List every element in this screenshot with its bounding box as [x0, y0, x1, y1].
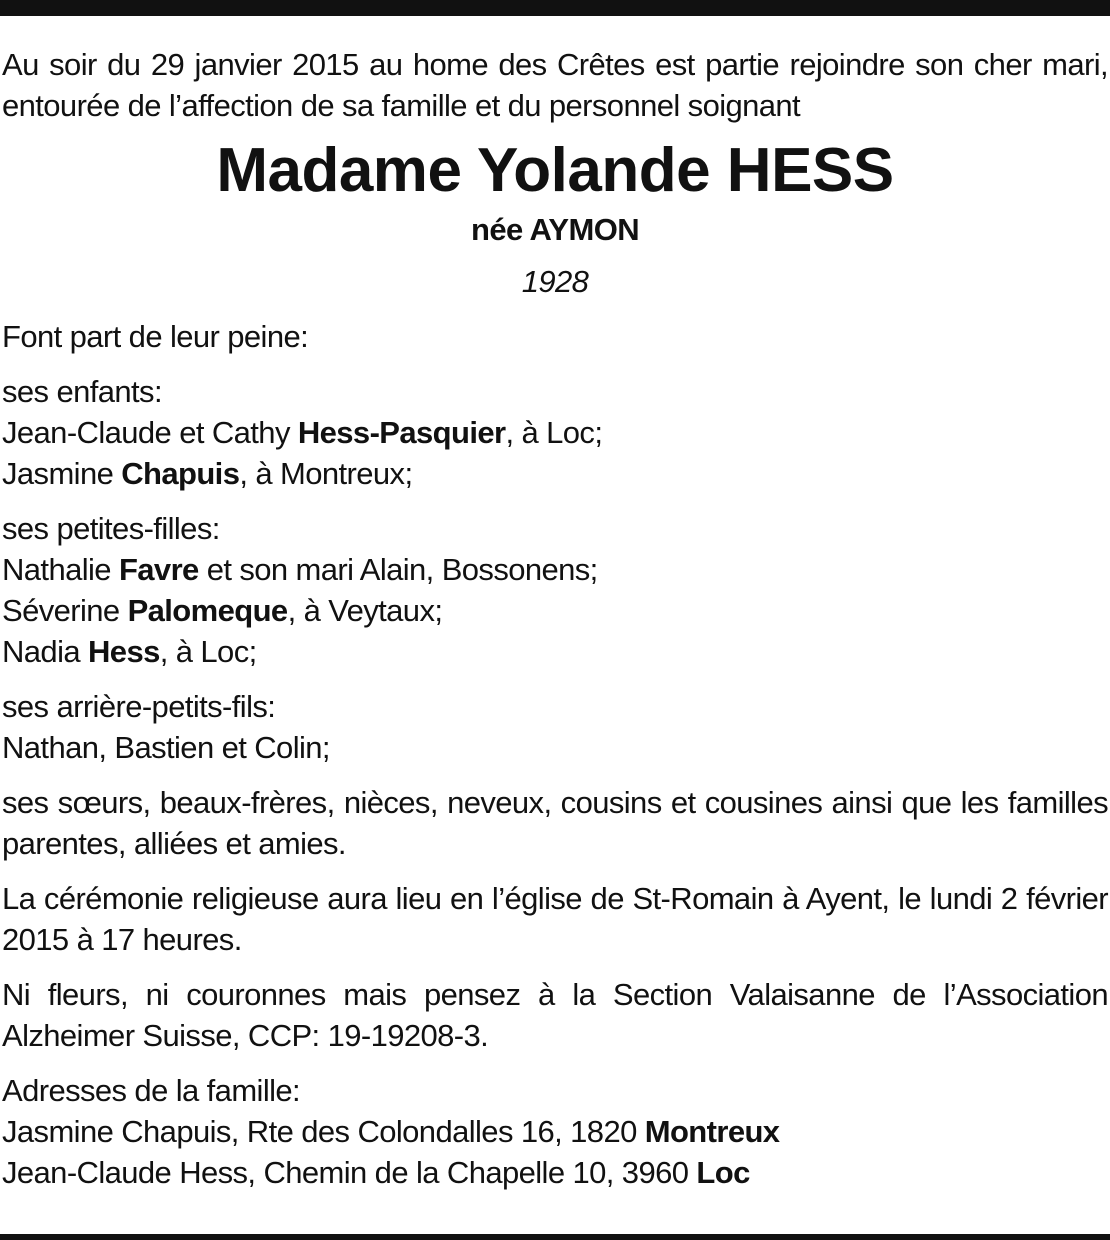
addresses-block: [2, 1070, 1108, 1193]
donation-text: Ni fleurs, ni couronnes mais pensez à la Section Valaisanne de l’Association Alzheimer Suisse, CCP: 19-19208-3.: [2, 977, 1108, 1053]
address-line: [2, 1152, 1108, 1193]
child-line-suffix: , à Montreux;: [239, 456, 413, 491]
children-block: [2, 371, 1108, 494]
child-line-prefix: Jean-Claude et Cathy: [2, 415, 298, 450]
granddaughter-surname: Palomeque: [127, 593, 288, 628]
great-grandsons-block: [2, 686, 1108, 768]
child-surname: Hess-Pasquier: [297, 415, 506, 450]
granddaughter-line-suffix: et son mari Alain, Bossonens;: [198, 552, 598, 587]
notice-content: [2, 44, 1108, 1193]
granddaughter-line: [2, 549, 1108, 590]
great-grandsons-names: Nathan, Bastien et Colin;: [2, 730, 330, 765]
addresses-heading: Adresses de la famille:: [2, 1073, 301, 1108]
address-line: [2, 1111, 1108, 1152]
child-line: [2, 412, 1108, 453]
granddaughter-line-prefix: Séverine: [2, 593, 128, 628]
relatives-text: ses sœurs, beaux-frères, nièces, neveux, cousins et cousines ainsi que les familles parentes, alliées et amies.: [2, 785, 1108, 861]
child-line-prefix: Jasmine: [2, 456, 122, 491]
intro-text: Au soir du 29 janvier 2015 au home des Crêtes est partie rejoindre son cher mari, entourée de l’affection de sa famille et du personnel soignant: [2, 47, 1108, 123]
maiden-name: née AYMON: [470, 212, 640, 247]
granddaughter-line-prefix: Nadia: [2, 634, 89, 669]
address-line-prefix: Jean-Claude Hess, Chemin de la Chapelle 10, 3960: [2, 1155, 697, 1190]
granddaughter-line-suffix: , à Loc;: [159, 634, 257, 669]
great-grandsons-heading: ses arrière-petits-fils:: [2, 689, 276, 724]
birth-year: 1928: [521, 264, 589, 299]
granddaughter-surname: Favre: [118, 552, 199, 587]
address-town: Loc: [696, 1155, 750, 1190]
granddaughters-block: [2, 508, 1108, 672]
granddaughter-line-suffix: , à Veytaux;: [287, 593, 443, 628]
granddaughter-line-prefix: Nathalie: [2, 552, 119, 587]
child-line-suffix: , à Loc;: [505, 415, 603, 450]
deceased-name: Madame Yolande HESS: [216, 136, 894, 205]
granddaughters-heading: ses petites-filles:: [2, 511, 220, 546]
top-rule: [0, 0, 1110, 16]
address-town: Montreux: [644, 1114, 780, 1149]
child-line: [2, 453, 1108, 494]
address-line-prefix: Jasmine Chapuis, Rte des Colondalles 16, 1820: [2, 1114, 645, 1149]
granddaughter-line: [2, 631, 1108, 672]
child-surname: Chapuis: [121, 456, 240, 491]
granddaughter-surname: Hess: [88, 634, 160, 669]
announcement-text: Font part de leur peine:: [2, 319, 309, 354]
children-heading: ses enfants:: [2, 374, 162, 409]
bottom-rule: [0, 1234, 1110, 1240]
ceremony-text: La cérémonie religieuse aura lieu en l’église de St-Romain à Ayent, le lundi 2 février 2015 à 17 heures.: [2, 881, 1108, 957]
granddaughter-line: [2, 590, 1108, 631]
